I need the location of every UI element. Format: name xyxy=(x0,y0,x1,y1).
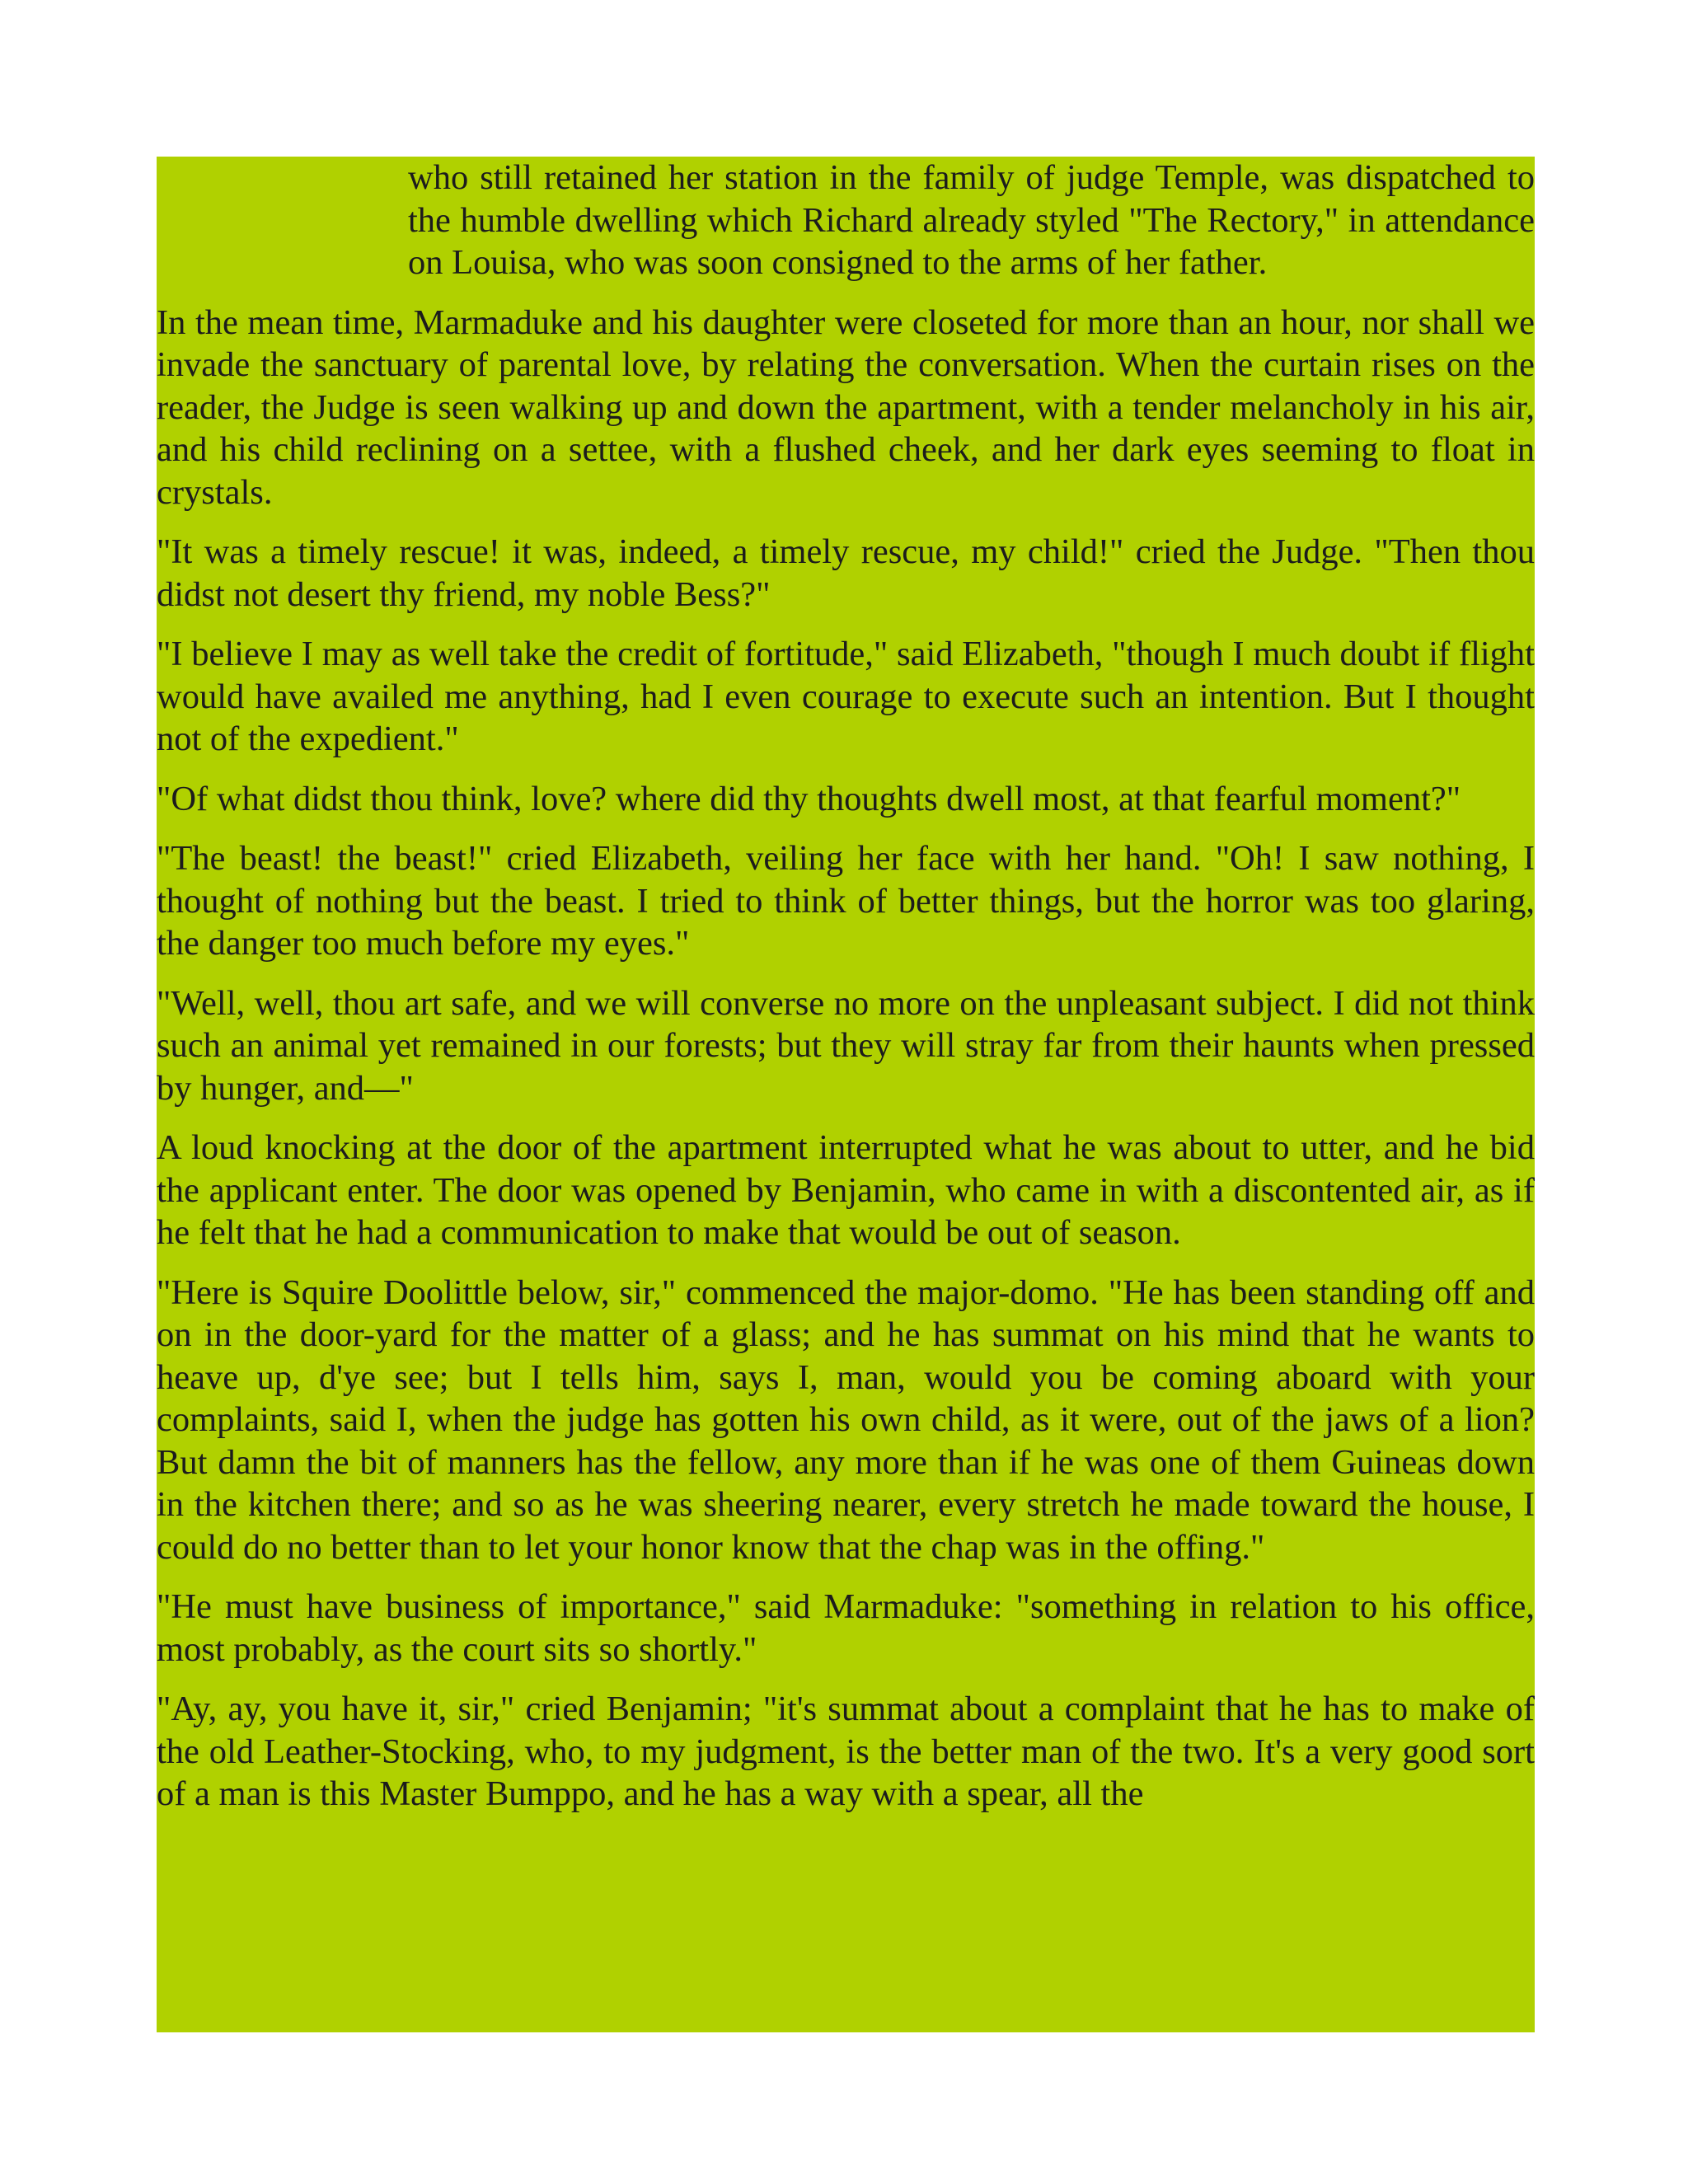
paragraph: "He must have business of importance," said Marmaduke: "something in relation to his office, most probably, as the court sits so shortly." xyxy=(157,1587,1535,1669)
text-block xyxy=(157,157,1535,2032)
paragraph: "Here is Squire Doolittle below, sir," commenced the major-domo. "He has been standing off and on in the door-yard for the matter of a glass; and he has summat on his mind that he wants to heave up, d'ye see; but I tells him, says I, man, would you be coming aboard with your complaints, said I, when the judge has gotten his own child, as it were, out of the jaws of a lion? But damn the bit of manners has the fellow, any more than if he was one of them Guineas down in the kitchen there; and so as he was sheering nearer, every stretch he made toward the house, I could do no better than to let your honor know that the chap was in the offing." xyxy=(157,1272,1535,1567)
paragraph: "I believe I may as well take the credit of fortitude," said Elizabeth, "though I much doubt if flight would have availed me anything, had I even courage to execute such an intention. But I thought not of the expedient." xyxy=(157,635,1535,758)
paragraph: A loud knocking at the door of the apartment interrupted what he was about to utter, and he bid the applicant enter. The door was opened by Benjamin, who came in with a discontented air, as if he felt that he had a communication to make that would be out of season. xyxy=(157,1128,1535,1252)
paragraph-continuation: who still retained her station in the family of judge Temple, was dispatched to the humble dwelling which Richard already styled "The Rectory," in attendance on Louisa, who was soon consigned to the arms of her father. xyxy=(408,158,1535,282)
paragraph: "Well, well, thou art safe, and we will converse no more on the unpleasant subject. I did not think such an animal yet remained in our forests; but they will stray far from their haunts when pressed by hunger, and—" xyxy=(157,983,1535,1108)
paragraph: "Of what didst thou think, love? where did thy thoughts dwell most, at that fearful moment?" xyxy=(157,779,1461,818)
paragraph: In the mean time, Marmaduke and his daughter were closeted for more than an hour, nor shall we invade the sanctuary of parental love, by relating the conversation. When the curtain rises on the reader, the Judge is seen walking up and down the apartment, with a tender melancholy in his air, and his child reclining on a settee, with a flushed cheek, and her dark eyes seeming to float in crystals. xyxy=(157,302,1535,512)
paragraph: "The beast! the beast!" cried Elizabeth, veiling her face with her hand. "Oh! I saw nothing, I thought of nothing but the beast. I tried to think of better things, but the horror was too glaring, the danger too much before my eyes." xyxy=(157,839,1535,963)
paragraph: "Ay, ay, you have it, sir," cried Benjamin; "it's summat about a complaint that he has to make of the old Leather-Stocking, who, to my judgment, is the better man of the two. It's a very good sort of a man is this Master Bumppo, and he has a way with a spear, all the xyxy=(157,1690,1535,1813)
paragraph: "It was a timely rescue! it was, indeed, a timely rescue, my child!" cried the Judge. "Then thou didst not desert thy friend, my noble Bess?" xyxy=(157,532,1535,614)
